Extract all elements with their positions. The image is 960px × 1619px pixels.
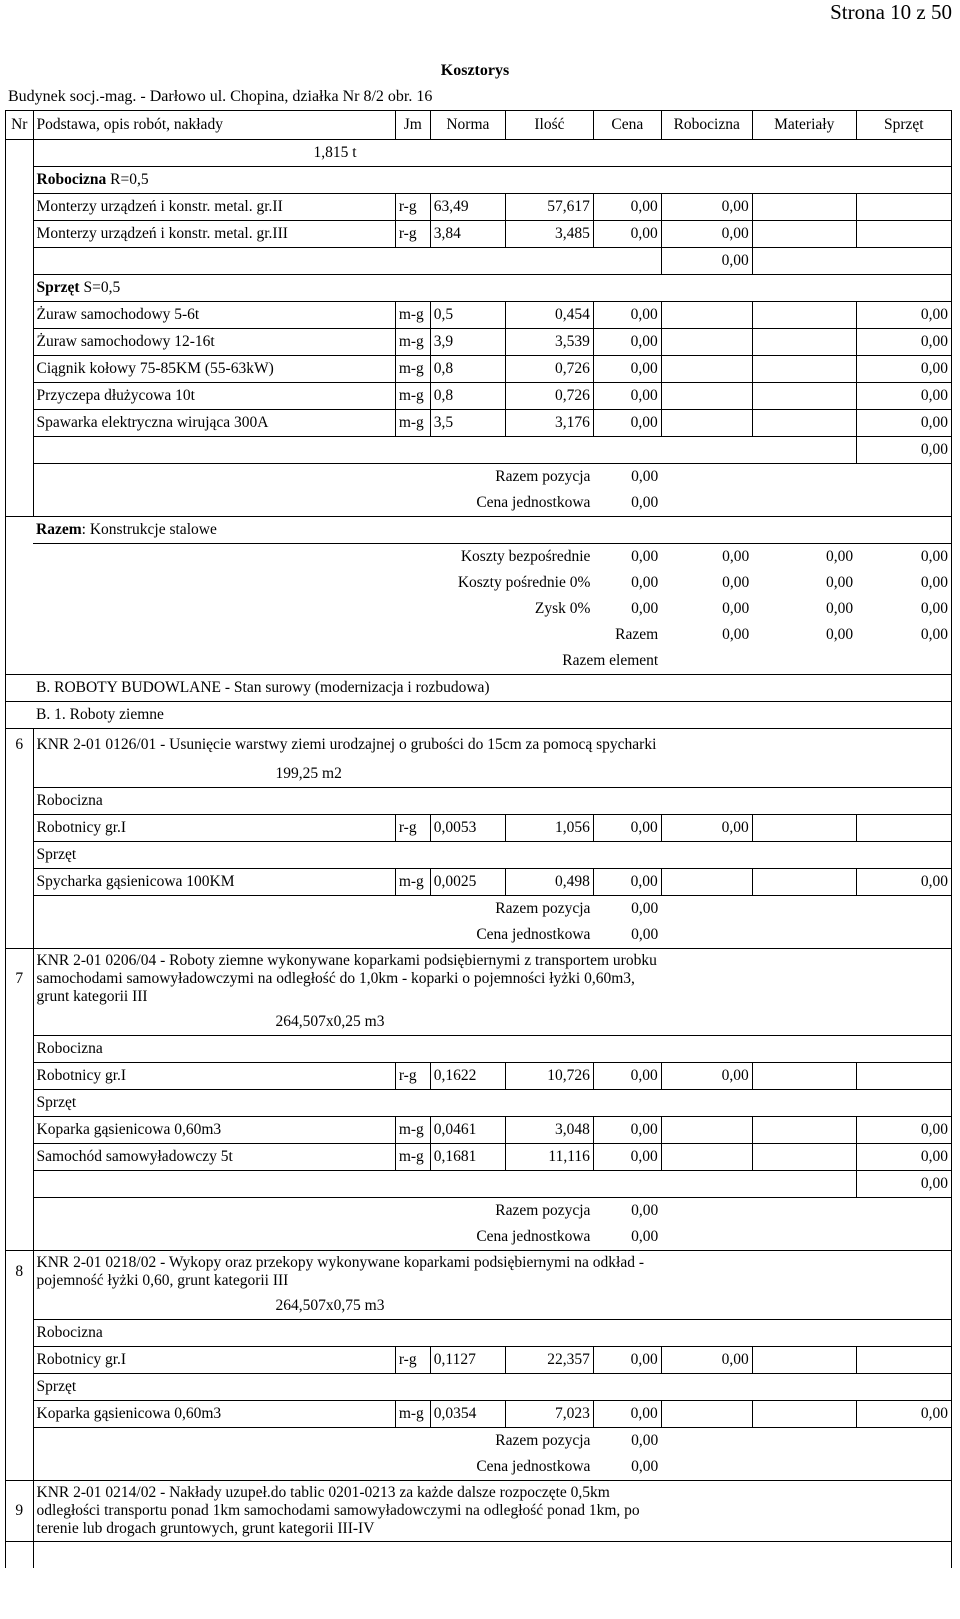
section-name: : Konstrukcje stalowe: [81, 521, 217, 538]
value: 0,00: [631, 574, 659, 591]
price: 0,00: [593, 221, 661, 248]
norm: 0,0461: [430, 1117, 505, 1144]
quantity: 3,485: [505, 221, 593, 248]
norm: 0,1622: [430, 1063, 505, 1090]
norm: 63,49: [430, 194, 505, 221]
price: 0,00: [593, 1401, 661, 1428]
resource-name: Przyczepa dłużycowa 10t: [33, 383, 395, 410]
unit: m-g: [395, 1401, 430, 1428]
position-description: KNR 2-01 0214/02 - Nakłady uzupeł.do tablic 0201-0213 za każde dalsze rozpoczęte 0,5km odległości transportu ponad 1km samochodami samowyładowczymi na odległość ponad 1km, po terenie lub drogach gruntowych, grunt kategorii III-IV: [33, 1481, 661, 1542]
resource-name: Spawarka elektryczna wirująca 300A: [33, 410, 395, 437]
price: 0,00: [593, 194, 661, 221]
norm: 0,5: [430, 302, 505, 329]
unit: m-g: [395, 302, 430, 329]
razem-pozycja-label: Razem pozycja: [495, 468, 591, 485]
table-row: [6, 221, 952, 248]
labor-value: 0,00: [661, 1063, 752, 1090]
price: 0,00: [593, 815, 661, 842]
resource-name: Koparka gąsienicowa 0,60m3: [33, 1401, 395, 1428]
unit: m-g: [395, 329, 430, 356]
norm: 0,1127: [430, 1347, 505, 1374]
razem-row-label: Razem: [615, 626, 659, 643]
cena-jednostkowa-label: Cena jednostkowa: [476, 1458, 591, 1475]
position-number: 8: [6, 1251, 34, 1294]
table-row: [6, 1347, 952, 1374]
resource-name: Żuraw samochodowy 5-6t: [33, 302, 395, 329]
equipment-value: 0,00: [856, 1401, 951, 1428]
equipment-total: 0,00: [856, 1171, 951, 1198]
value: 0,00: [752, 544, 856, 571]
table-row: [6, 1144, 952, 1171]
zysk-label: Zysk 0%: [534, 600, 591, 617]
resource-name: Koparka gąsienicowa 0,60m3: [33, 1117, 395, 1144]
resource-name: Żuraw samochodowy 12-16t: [33, 329, 395, 356]
quantity: 7,023: [505, 1401, 593, 1428]
col-materialy: Materiały: [752, 111, 856, 140]
value: 0,00: [825, 600, 854, 617]
resource-name: Spycharka gąsienicowa 100KM: [33, 869, 395, 896]
resource-name: Robotnicy gr.I: [33, 1063, 395, 1090]
resource-name: Monterzy urządzeń i konstr. metal. gr.II: [33, 194, 395, 221]
sprzet-heading: Sprzęt: [33, 1090, 951, 1117]
resource-name: Monterzy urządzeń i konstr. metal. gr.III: [33, 221, 395, 248]
price: 0,00: [593, 1144, 661, 1171]
labor-value: 0,00: [661, 1347, 752, 1374]
cena-jednostkowa-value: 0,00: [631, 1228, 659, 1245]
koszty-posrednie-label: Koszty pośrednie 0%: [457, 574, 591, 591]
razem-pozycja-value: 0,00: [631, 1432, 659, 1449]
unit: r-g: [395, 1063, 430, 1090]
unit: m-g: [395, 869, 430, 896]
unit: m-g: [395, 1117, 430, 1144]
price: 0,00: [593, 383, 661, 410]
table-row: [6, 194, 952, 221]
koszty-bezposrednie-label: Koszty bezpośrednie: [33, 544, 593, 571]
razem-element-label: Razem element: [562, 652, 659, 669]
value: 0,00: [722, 626, 750, 643]
labor-value: 0,00: [661, 194, 752, 221]
quantity: 264,507x0,25 m3: [33, 1009, 951, 1036]
norm: 0,0354: [430, 1401, 505, 1428]
section-heading: B. ROBOTY BUDOWLANE - Stan surowy (modernizacja i rozbudowa): [33, 675, 951, 702]
quantity: 11,116: [505, 1144, 593, 1171]
col-ilosc: Ilość: [505, 111, 593, 140]
cena-jednostkowa-label: Cena jednostkowa: [476, 1228, 591, 1245]
norm: 0,0025: [430, 869, 505, 896]
unit: r-g: [395, 194, 430, 221]
robocizna-heading: Robocizna: [36, 171, 107, 188]
subsection-heading: B. 1. Roboty ziemne: [33, 702, 951, 729]
resource-name: Robotnicy gr.I: [33, 1347, 395, 1374]
document-subtitle: Budynek socj.-mag. - Darłowo ul. Chopina, działka Nr 8/2 obr. 16: [8, 88, 433, 105]
unit: r-g: [395, 815, 430, 842]
cena-jednostkowa-value: 0,00: [593, 490, 661, 517]
table-row: [6, 869, 952, 896]
equipment-total: 0,00: [856, 437, 951, 464]
norm: 3,84: [430, 221, 505, 248]
price: 0,00: [593, 410, 661, 437]
equipment-value: 0,00: [856, 869, 951, 896]
quantity: 0,726: [505, 383, 593, 410]
resource-name: Robotnicy gr.I: [33, 815, 395, 842]
equipment-value: 0,00: [856, 356, 951, 383]
resource-name: Samochód samowyładowczy 5t: [33, 1144, 395, 1171]
price: 0,00: [593, 1347, 661, 1374]
value: 0,00: [631, 600, 659, 617]
value: 0,00: [825, 574, 854, 591]
position-description: KNR 2-01 0218/02 - Wykopy oraz przekopy wykonywane koparkami podsiębiernymi na odkład - pojemność łyżki 0,60, grunt kategorii III: [33, 1251, 661, 1294]
quantity: 264,507x0,75 m3: [33, 1293, 951, 1320]
quantity: 3,048: [505, 1117, 593, 1144]
norm: 3,5: [430, 410, 505, 437]
unit: r-g: [395, 1347, 430, 1374]
equipment-value: 0,00: [856, 383, 951, 410]
table-row: [6, 302, 952, 329]
value: 0,00: [661, 544, 752, 571]
norm: 0,8: [430, 383, 505, 410]
value: 0,00: [825, 626, 854, 643]
norm: 3,9: [430, 329, 505, 356]
quantity: 10,726: [505, 1063, 593, 1090]
sprzet-heading: Sprzęt: [36, 279, 80, 296]
value: 0,00: [856, 622, 951, 648]
quantity: 22,357: [505, 1347, 593, 1374]
col-cena: Cena: [593, 111, 661, 140]
robocizna-heading: Robocizna: [33, 1036, 951, 1063]
razem-label: Razem: [36, 521, 82, 538]
razem-pozycja-label: Razem pozycja: [495, 1202, 591, 1219]
equipment-value: 0,00: [856, 302, 951, 329]
table-row: [6, 1063, 952, 1090]
table-row: [6, 383, 952, 410]
cost-table: [5, 110, 952, 1568]
cena-jednostkowa-value: 0,00: [631, 926, 659, 943]
table-row: [6, 356, 952, 383]
sprzet-heading: Sprzęt: [33, 1374, 951, 1401]
quantity: 3,176: [505, 410, 593, 437]
value: 0,00: [722, 574, 750, 591]
col-robocizna: Robocizna: [661, 111, 752, 140]
razem-pozycja-label: Razem pozycja: [495, 1432, 591, 1449]
razem-pozycja-value: 0,00: [631, 900, 659, 917]
resource-name: Ciągnik kołowy 75-85KM (55-63kW): [33, 356, 395, 383]
unit: r-g: [395, 221, 430, 248]
table-row: [6, 815, 952, 842]
unit: m-g: [395, 383, 430, 410]
norm: 0,1681: [430, 1144, 505, 1171]
position-number: 9: [6, 1481, 34, 1542]
quantity: 0,454: [505, 302, 593, 329]
cena-jednostkowa-value: 0,00: [631, 1458, 659, 1475]
page-number: Strona 10 z 50: [830, 0, 952, 24]
price: 0,00: [593, 329, 661, 356]
value: 0,00: [856, 570, 951, 596]
position-number: 7: [6, 949, 34, 1010]
price: 0,00: [593, 1117, 661, 1144]
table-row: [6, 329, 952, 356]
norm: 0,0053: [430, 815, 505, 842]
labor-total: 0,00: [661, 248, 752, 275]
col-jm: Jm: [395, 111, 430, 140]
quantity: 0,498: [505, 869, 593, 896]
sprzet-factor: S=0,5: [79, 279, 121, 296]
labor-value: 0,00: [661, 221, 752, 248]
price: 0,00: [593, 356, 661, 383]
col-nr: Nr: [6, 111, 34, 140]
quantity: 199,25 m2: [33, 761, 951, 788]
price: 0,00: [593, 302, 661, 329]
position-description: KNR 2-01 0126/01 - Usunięcie warstwy ziemi urodzajnej o grubości do 15cm za pomocą spycharki: [33, 729, 661, 762]
quantity: 3,539: [505, 329, 593, 356]
quantity: 1,815 t: [313, 144, 357, 161]
value: 0,00: [722, 600, 750, 617]
quantity: 0,726: [505, 356, 593, 383]
position-number: 6: [6, 729, 34, 762]
norm: 0,8: [430, 356, 505, 383]
unit: m-g: [395, 356, 430, 383]
robocizna-factor: R=0,5: [106, 171, 149, 188]
value: 0,00: [856, 544, 951, 571]
labor-value: 0,00: [661, 815, 752, 842]
col-sprzet: Sprzęt: [856, 111, 951, 140]
value: 0,00: [856, 596, 951, 622]
equipment-value: 0,00: [856, 329, 951, 356]
quantity: 57,617: [505, 194, 593, 221]
sprzet-heading: Sprzęt: [33, 842, 951, 869]
robocizna-heading: Robocizna: [33, 788, 951, 815]
table-row: [6, 410, 952, 437]
razem-pozycja-value: 0,00: [631, 1202, 659, 1219]
col-norma: Norma: [430, 111, 505, 140]
equipment-value: 0,00: [856, 1117, 951, 1144]
price: 0,00: [593, 869, 661, 896]
unit: m-g: [395, 1144, 430, 1171]
table-row: [6, 1401, 952, 1428]
table-row: [6, 1117, 952, 1144]
table-header: [6, 111, 952, 140]
equipment-value: 0,00: [856, 410, 951, 437]
position-description: KNR 2-01 0206/04 - Roboty ziemne wykonywane koparkami podsiębiernymi z transportem urobku samochodami samowyładowczymi na odległość do 1,0km - koparki o pojemności łyżki 0,60m3, grunt kategorii III: [33, 949, 661, 1010]
unit: m-g: [395, 410, 430, 437]
col-opis: Podstawa, opis robót, nakłady: [33, 111, 395, 140]
value: 0,00: [593, 544, 661, 571]
price: 0,00: [593, 1063, 661, 1090]
document-title: Kosztorys: [440, 62, 510, 79]
razem-pozycja-value: 0,00: [631, 468, 659, 485]
equipment-value: 0,00: [856, 1144, 951, 1171]
razem-pozycja-label: Razem pozycja: [495, 900, 591, 917]
quantity: 1,056: [505, 815, 593, 842]
cena-jednostkowa-label: Cena jednostkowa: [33, 490, 593, 517]
robocizna-heading: Robocizna: [33, 1320, 951, 1347]
cena-jednostkowa-label: Cena jednostkowa: [476, 926, 591, 943]
